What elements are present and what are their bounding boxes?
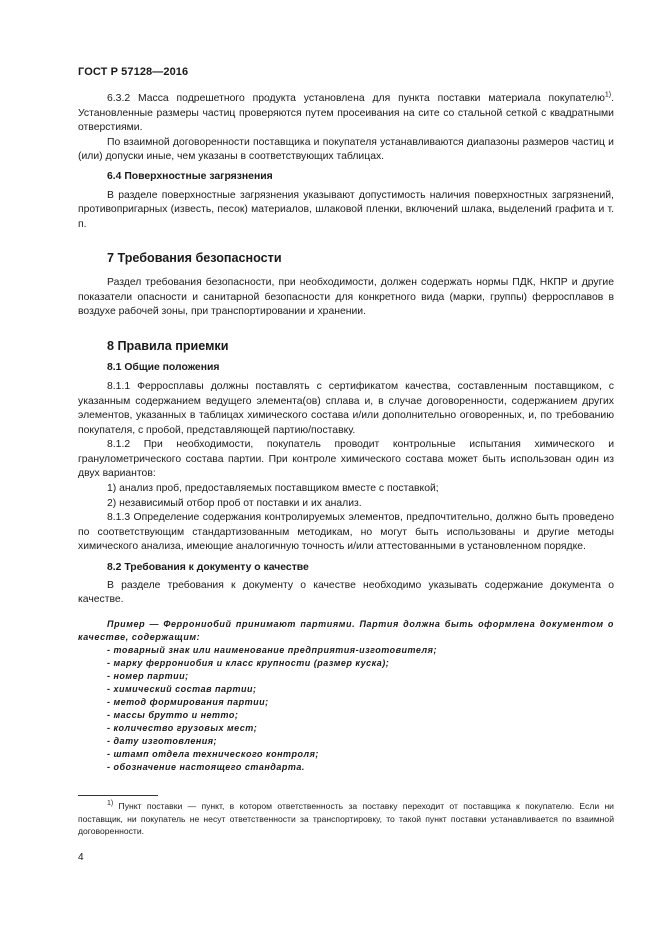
footnote-divider [78,795,158,796]
paragraph-6-3-2 [78,92,614,136]
example-item: - товарный знак или наименование предприятия-изготовителя; [107,644,437,655]
example-item: - марку феррониобия и класс крупности (размер куска); [107,657,390,668]
heading-section-7: 7 Требования безопасности [107,251,282,266]
example-item: - штамп отдела технического контроля; [107,748,319,759]
example-item: - обозначение настоящего стандарта. [107,761,305,772]
page-body [78,92,614,774]
heading-section-8: 8 Правила приемки [107,338,229,353]
example-item: - массы брутто и нетто; [107,709,239,720]
example-item: - количество грузовых мест; [107,722,258,733]
paragraph-6-3-2-text-cont: . Установленные размеры частиц проверяются путем просеивания на сите со стальной сеткой с квадратными отверстиями. [78,93,614,134]
example-item: - метод формирования партии; [107,696,269,707]
footnote-text: Пункт поставки — пункт, в котором ответственность за поставку переходит от поставщика к покупателю. Если ни поставщик, ни покупатель не несут ответственности за транспортировку, то такой пункт поставки устанавливается по взаимной договоренности. [78,801,614,837]
running-header: ГОСТ Р 57128—2016 [78,66,189,78]
paragraph-8-1-1: 8.1.1 Ферросплавы должны поставлять с сертификатом качества, составленным поставщиком, с указанным содержанием ведущего элемента(ов) сплава и, в случае договоренности, содержанием других элементов, указанных в таблицах химического состава и/или дополнительно оговоренных, и, по требованию покупателя, с пробой, представляющей партию/поставку. [78,380,614,436]
example-intro: Пример — Феррониобий принимают партиями. Партия должна быть оформлена документом о качестве, содержащим: [78,618,614,642]
paragraph-8-2: В разделе требования к документу о качестве необходимо указывать содержание документа о качестве. [78,579,614,606]
example-item: - химический состав партии; [107,683,257,694]
list-item-variant-1: 1) анализ проб, предоставляемых поставщиком вместе с поставкой; [107,483,439,495]
page-number: 4 [78,852,84,863]
paragraph-8-1-3: 8.1.3 Определение содержания контролируемых элементов, предпочтительно, должно быть проведено по соответствующим стандартизованным методикам, но могут быть использованы и другие методы химического анализа, имеющие аналогичную точность и/или аттестованными в установленном порядке. [78,512,614,553]
list-item-variant-2: 2) независимый отбор проб от поставки и их анализ. [107,497,362,509]
paragraph-8-1-2: 8.1.2 При необходимости, покупатель проводит контрольные испытания химического и гранулометрического состава партии. При контроле химического состава может быть использован один из двух вариантов: [78,439,614,480]
heading-8-1: 8.1 Общие положения [107,362,220,374]
heading-6-4: 6.4 Поверхностные загрязнения [107,170,273,182]
example-item: - дату изготовления; [107,735,218,746]
paragraph-section-7: Раздел требования безопасности, при необходимости, должен содержать нормы ПДК, НКПР и другие показатели опасности и санитарной безопасности для конкретного вида (марки, группы) ферросплавов в воздухе рабочей зоны, при транспортировании и хранении. [78,276,614,318]
paragraph-6-4: В разделе поверхностные загрязнения указывают допустимость наличия поверхностных загрязнений, противопригарных (известь, песок) материалов, шлаковой пленки, включений шлака, выделений графита и т. п. [78,189,614,230]
footnote [78,800,614,838]
footnote-mark: 1) [107,800,114,808]
example-item: - номер партии; [107,670,189,681]
paragraph-agreement: По взаимной договоренности поставщика и покупателя устанавливаются диапазоны размеров частиц и (или) допуски иные, чем указаны в соответствующих таблицах. [78,136,614,163]
heading-8-2: 8.2 Требования к документу о качестве [107,562,309,574]
paragraph-6-3-2-text: 6.3.2 Масса подрешетного продукта установлена для пункта поставки материала покупателю [107,93,605,104]
footnote-ref[interactable]: 1) [604,91,612,99]
